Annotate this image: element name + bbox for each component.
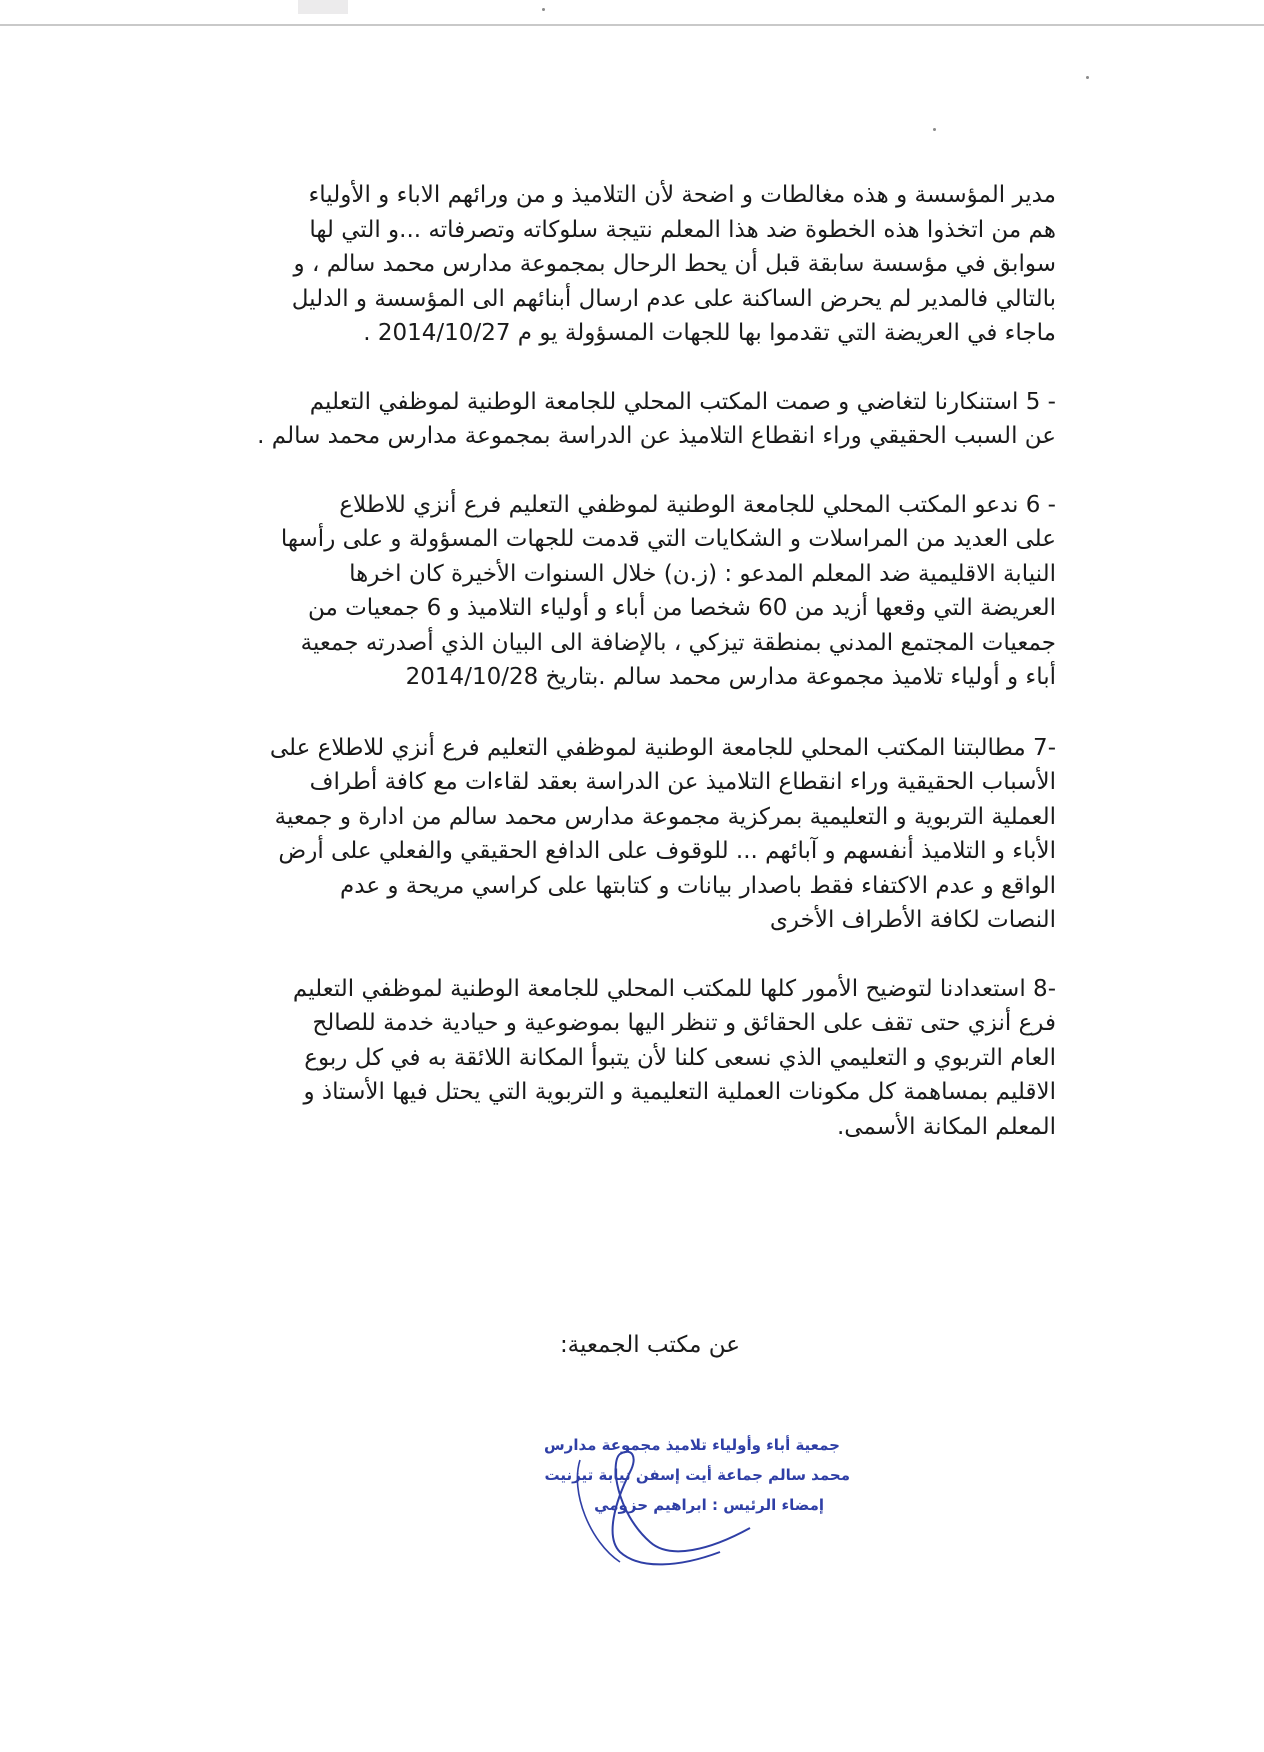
item-5-paragraph: - 5 استنكارنا لتغاضي و صمت المكتب المحلي للجامعة الوطنية لموظفي التعليم عن السبب الحقيقي وراء انقطاع التلاميذ عن الدراسة بمجموعة مدارس محمد سالم . <box>257 388 1056 449</box>
top-rule <box>0 24 1264 26</box>
association-stamp <box>520 1432 850 1572</box>
item-6-paragraph: - 6 ندعو المكتب المحلي للجامعة الوطنية لموظفي التعليم فرع أنزي للاطلاع على العديد من المراسلات و الشكايات التي قدمت للجهات المسؤولة و على رأسها النيابة الاقليمية ضد المعلم المدعو : (ز.ن) خلال السنوات الأخيرة كان اخرها العريضة التي وقعها أزيد من 60 شخصا من أباء و أولياء التلاميذ و 6 جمعيات من جمعيات المجتمع المدني بمنطقة تيزكي ، بالإضافة الى البيان الذي أصدرته جمعية أباء و أولياء تلاميذ مجموعة مدارس محمد سالم .بتاريخ 2014/10/28 <box>280 491 1056 690</box>
item-8-paragraph: -8 استعدادنا لتوضيح الأمور كلها للمكتب المحلي للجامعة الوطنية لموظفي التعليم فرع أنزي حتى تقف على الحقائق و تنظر اليها بموضوعية و حيادية خدمة للصالح العام التربوي و التعليمي الذي نسعى كلنا لأن يتبوأ المكانة اللائقة به في كل ربوع الاقليم بمساهمة كل مكونات العملية التعليمية و التربوية التي يحتل فيها الأستاذ و المعلم المكانة الأسمى. <box>292 975 1056 1140</box>
document-body <box>186 178 1056 1144</box>
scan-speck <box>933 128 936 131</box>
stamp-line-1: جمعية أباء وأولياء تلاميذ مجموعة مدارس <box>543 1436 840 1454</box>
stamp-line-2: محمد سالم جماعة أيت إسفن نيابة تيزنيت <box>544 1466 850 1484</box>
signature-label: عن مكتب الجمعية: <box>559 1332 740 1358</box>
scan-speck <box>1086 76 1089 79</box>
top-stamp-fragment <box>298 0 348 14</box>
item-7-paragraph: -7 مطالبتنا المكتب المحلي للجامعة الوطنية لموظفي التعليم فرع أنزي للاطلاع على الأسباب الحقيقية وراء انقطاع التلاميذ عن الدراسة بعقد لقاءات مع كافة أطراف العملية التربوية و التعليمية بمركزية مجموعة مدارس محمد سالم من ادارة و جمعية الأباء و التلاميذ أنفسهم و آبائهم ... للوقوف على الدافع الحقيقي والفعلي على أرض الواقع و عدم الاكتفاء فقط باصدار بيانات و كتابتها على كراسي مريحة و عدم النصات لكافة الأطراف الأخرى <box>269 734 1056 933</box>
stamp-line-3: إمضاء الرئيس : ابراهيم حزومي <box>594 1496 824 1514</box>
scan-speck <box>542 8 545 11</box>
intro-paragraph: مدير المؤسسة و هذه مغالطات و اضحة لأن التلاميذ و من ورائهم الاباء و الأولياء هم من اتخذوا هذه الخطوة ضد هذا المعلم نتيجة سلوكاته وتصرفاته ...و التي لها سوابق في مؤسسة سابقة قبل أن يحط الرحال بمجموعة مدارس محمد سالم ، و بالتالي فالمدير لم يحرض الساكنة على عدم ارسال أبنائهم الى المؤسسة و الدليل ماجاء في العريضة التي تقدموا بها للجهات المسؤولة يو م 2014/10/27 . <box>291 182 1056 346</box>
